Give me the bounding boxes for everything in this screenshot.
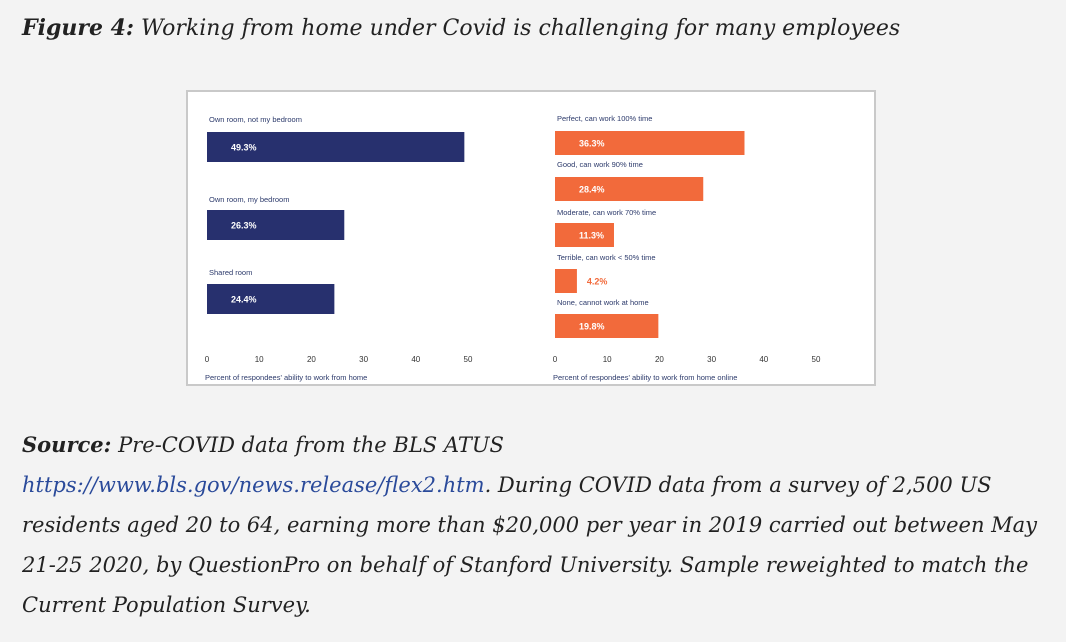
chart-panel-1	[205, 115, 473, 382]
bar	[555, 314, 658, 338]
category-label: Shared room	[209, 268, 253, 277]
source-label: Source:	[22, 432, 112, 457]
x-tick-label: 10	[254, 355, 264, 364]
data-label: 36.3%	[579, 138, 605, 149]
figure-frame	[186, 90, 876, 386]
source-text-before-link: Pre-COVID data from the BLS ATUS	[118, 433, 504, 457]
x-tick-label: 10	[602, 355, 612, 364]
data-label: 49.3%	[231, 142, 257, 153]
data-label: 19.8%	[579, 321, 605, 332]
x-axis-label: Percent of respondees' ability to work from home online	[553, 373, 738, 382]
bar	[555, 269, 577, 293]
x-tick-label: 30	[359, 355, 369, 364]
category-label: None, cannot work at home	[557, 298, 649, 307]
bar	[207, 210, 344, 240]
x-tick-label: 40	[759, 355, 769, 364]
category-label: Own room, not my bedroom	[209, 115, 302, 124]
x-tick-label: 40	[411, 355, 421, 364]
category-label: Own room, my bedroom	[209, 195, 290, 204]
figure-title	[22, 12, 1052, 45]
data-label: 28.4%	[579, 184, 605, 195]
x-tick-label: 50	[811, 355, 821, 364]
chart-panel-2	[553, 114, 821, 382]
charts-svg	[188, 92, 874, 384]
source-note	[22, 425, 1052, 625]
data-label: 26.3%	[231, 220, 257, 231]
x-tick-label: 20	[306, 355, 316, 364]
category-label: Perfect, can work 100% time	[557, 114, 653, 123]
data-label: 4.2%	[586, 276, 608, 287]
category-label: Terrible, can work < 50% time	[557, 253, 656, 262]
x-tick-label: 30	[707, 355, 717, 364]
figure-title-text: Working from home under Covid is challenging for many employees	[141, 16, 901, 41]
data-label: 24.4%	[231, 294, 257, 305]
category-label: Good, can work 90% time	[557, 160, 643, 169]
category-label: Moderate, can work 70% time	[557, 208, 657, 217]
x-axis-label: Percent of respondees' ability to work from home	[205, 373, 368, 382]
x-tick-label: 0	[204, 355, 210, 364]
bar	[207, 284, 334, 314]
x-tick-label: 50	[463, 355, 473, 364]
bar	[555, 177, 703, 201]
figure-number: Figure 4:	[22, 15, 135, 41]
x-tick-label: 0	[552, 355, 558, 364]
x-tick-label: 20	[654, 355, 664, 364]
source-link[interactable]: https://www.bls.gov/news.release/flex2.htm	[22, 473, 485, 497]
source-text-after-link: . During COVID data from a survey of 2,500 US residents aged 20 to 64, earning more than $20,000 per year in 2019 carried out between May 21-25 2020, by QuestionPro on behalf of Stanford University. Sample reweighted to match the Current Population Survey.	[22, 473, 1038, 617]
data-label: 11.3%	[579, 230, 605, 241]
